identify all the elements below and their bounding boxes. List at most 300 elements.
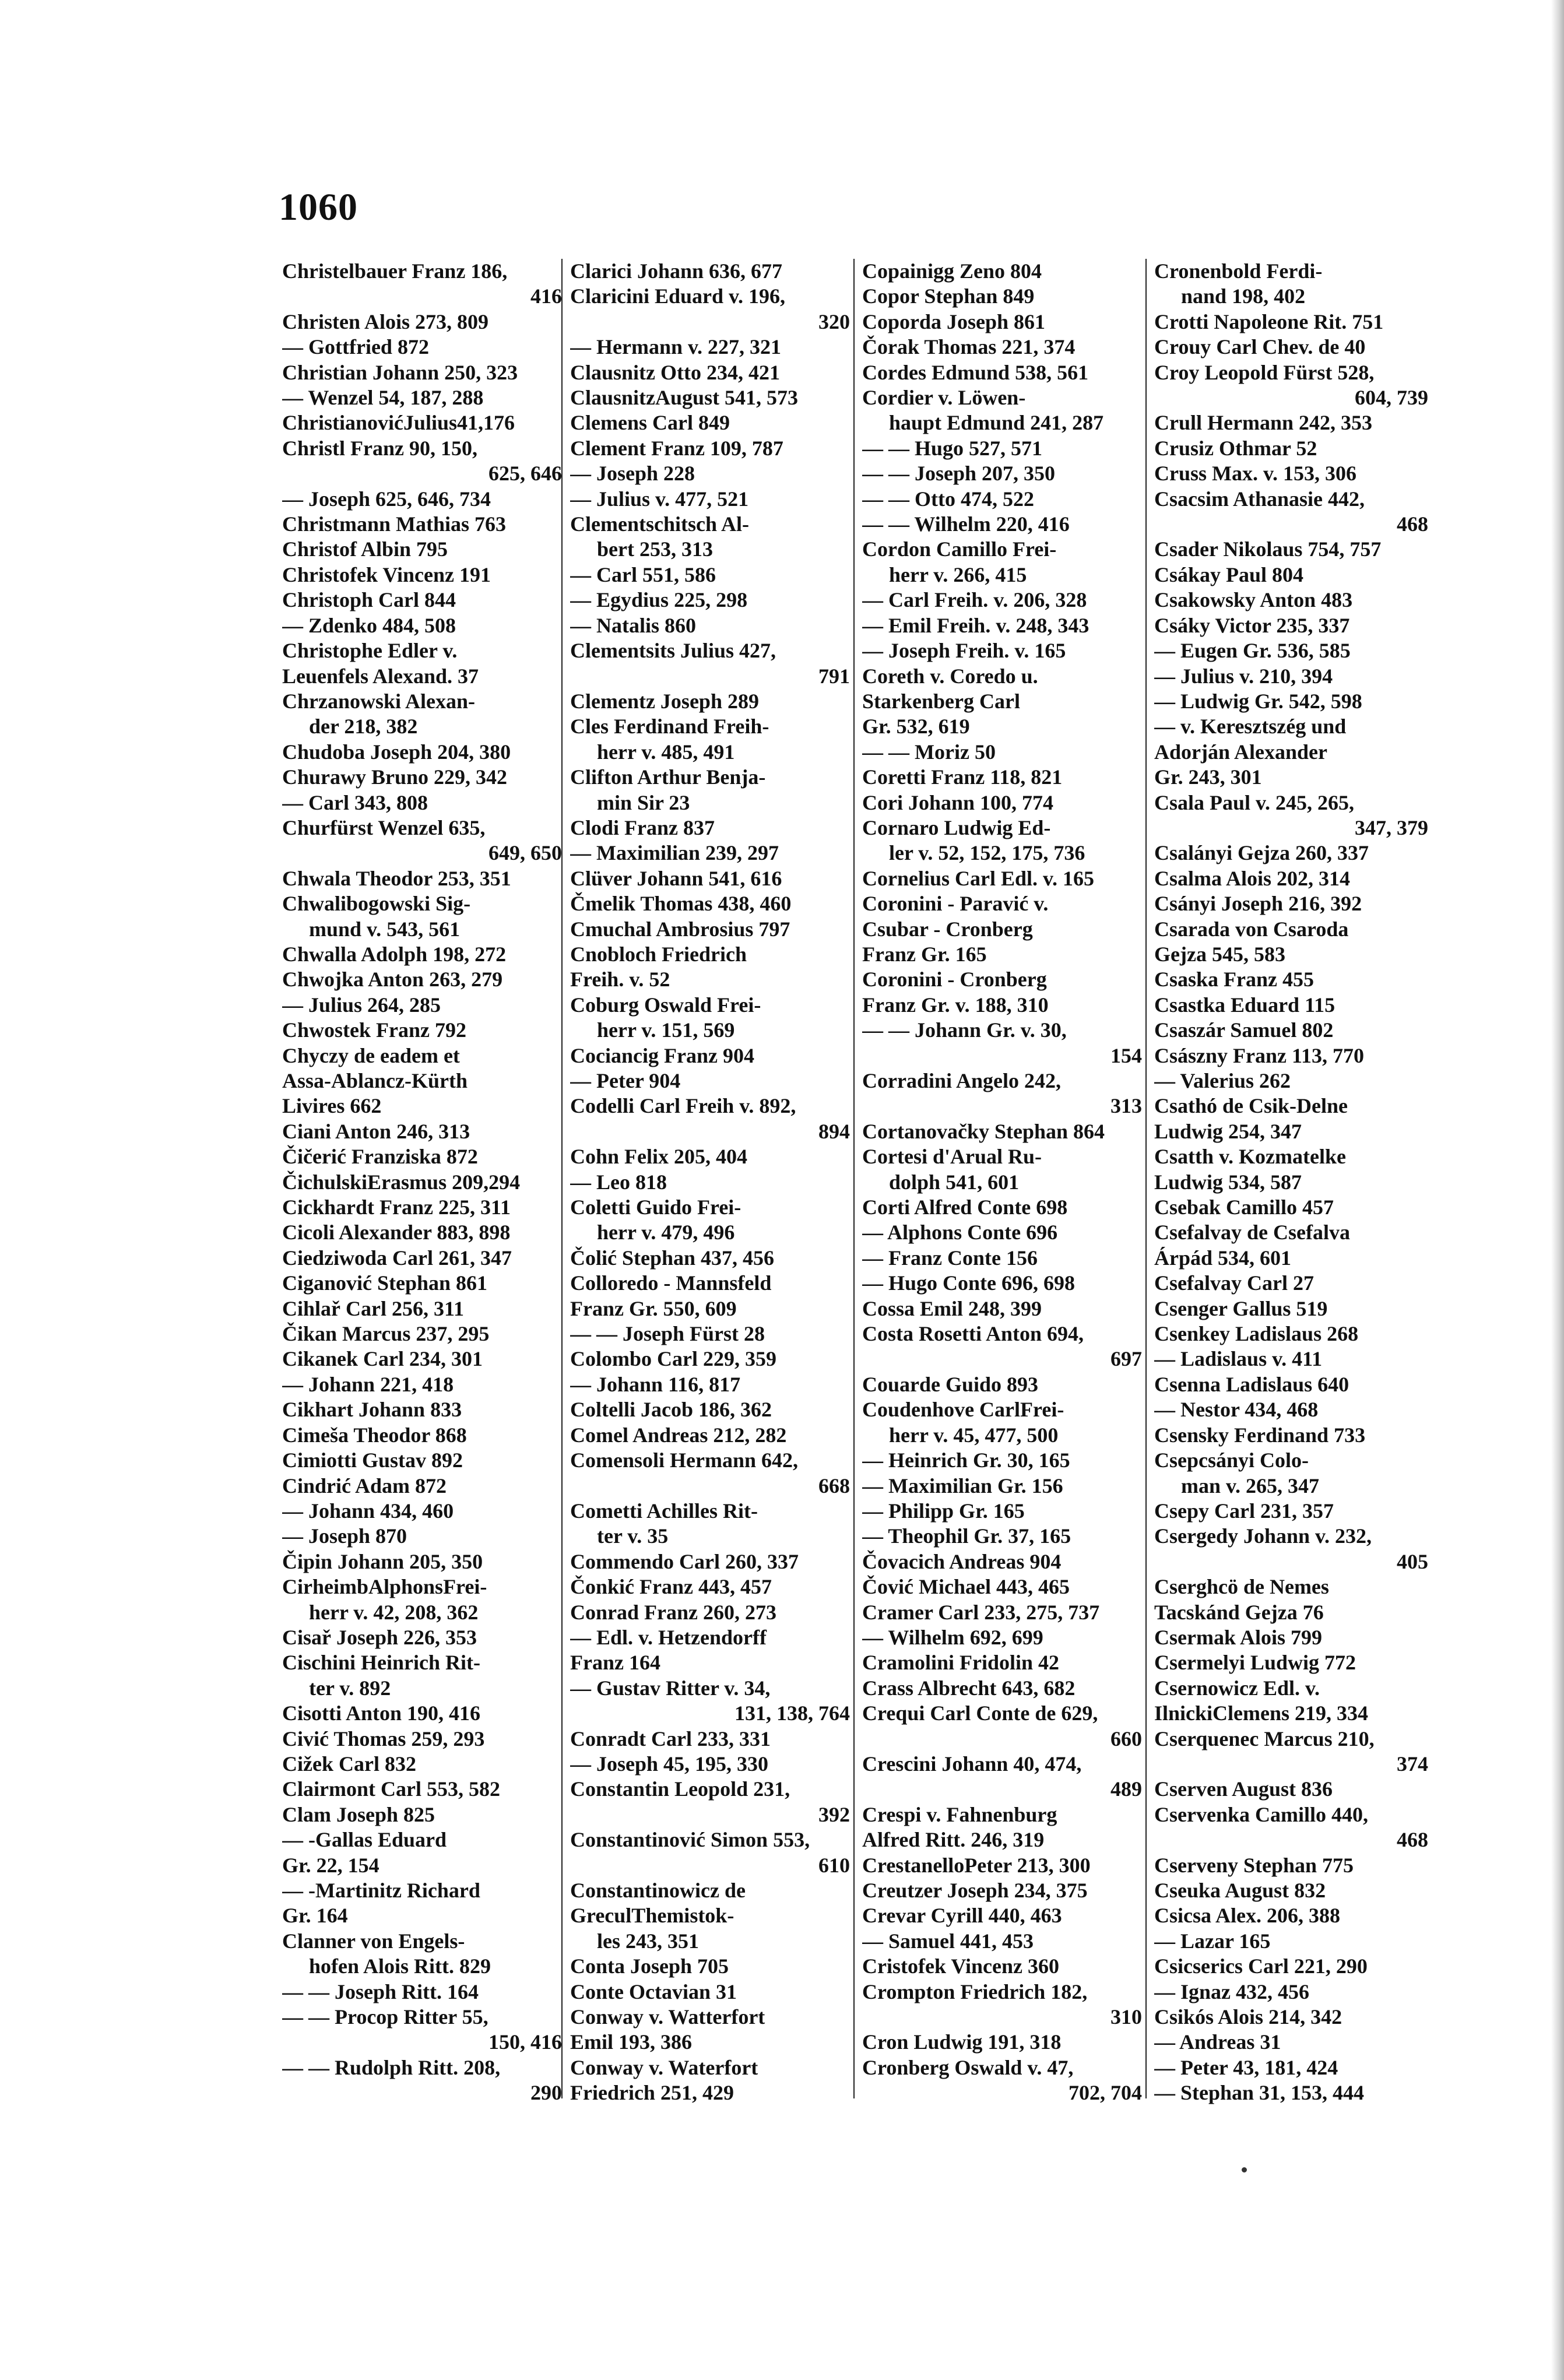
index-entry: Franz Gr. 165 [862,942,987,966]
index-entry: 392 [818,1802,850,1826]
index-entry: Cisotti Anton 190, 416 [282,1701,481,1725]
index-entry: 697 [1110,1347,1142,1371]
index-entry: Čorak Thomas 221, 374 [862,335,1076,359]
index-entry: — Nestor 434, 468 [1154,1398,1319,1422]
index-entry: Leuenfels Alexand. 37 [282,664,479,688]
index-entry: ClausnitzAugust 541, 573 [570,386,799,410]
index-entry: Csányi Joseph 216, 392 [1154,892,1362,916]
index-entry: Couarde Guido 893 [862,1372,1039,1396]
index-entry: Crevar Cyrill 440, 463 [862,1904,1062,1928]
index-entry: Conta Joseph 705 [570,1954,729,1978]
index-entry: Conrad Franz 260, 273 [570,1600,776,1624]
index-entry: Coudenhove CarlFrei- [862,1398,1064,1422]
index-entry: Crotti Napoleone Rit. 751 [1154,310,1384,333]
index-entry: Csermelyi Ludwig 772 [1154,1651,1356,1675]
index-entry: — Andreas 31 [1154,2030,1281,2054]
index-entry: Comensoli Hermann 642, [570,1449,798,1472]
index-entry: Čović Michael 443, 465 [862,1575,1070,1599]
index-entry: Christelbauer Franz 186, [282,259,508,283]
index-entry: Cossa Emil 248, 399 [862,1296,1042,1320]
index-entry: — Gustav Ritter v. 34, [570,1676,771,1700]
index-entry: Constantinowicz de [570,1879,746,1902]
index-entry: Crull Hermann 242, 353 [1154,411,1372,435]
index-entry: Ciani Anton 246, 313 [282,1119,470,1143]
index-entry: Csefalvay Carl 27 [1154,1271,1314,1295]
index-entry: — Lazar 165 [1154,1929,1271,1953]
index-entry: Chwojka Anton 263, 279 [282,968,503,992]
index-entry: Christof Albin 795 [282,537,448,561]
index-entry: Csader Nikolaus 754, 757 [1154,537,1382,561]
index-entry: Cserveny Stephan 775 [1154,1853,1354,1877]
index-entry: Adorján Alexander [1154,740,1327,764]
index-entry: Čičerić Franziska 872 [282,1145,478,1169]
index-entry: ler v. 52, 152, 175, 736 [889,841,1085,865]
index-entry: herr v. 479, 496 [597,1221,735,1245]
index-entry: Császny Franz 113, 770 [1154,1043,1364,1067]
index-entry: — Heinrich Gr. 30, 165 [862,1449,1070,1472]
index-entry: Cornaro Ludwig Ed- [862,815,1051,839]
index-entry: ter v. 35 [597,1524,669,1548]
index-entry: Cimeša Theodor 868 [282,1423,467,1447]
index-entry: — Hugo Conte 696, 698 [862,1271,1076,1295]
index-entry: Codelli Carl Freih v. 892, [570,1094,796,1118]
index-entry: 290 [530,2081,562,2105]
index-entry: Cimiotti Gustav 892 [282,1449,463,1472]
index-entry: — — Johann Gr. v. 30, [862,1018,1067,1042]
index-entry: 894 [818,1119,850,1143]
index-entry: Cramer Carl 233, 275, 737 [862,1600,1100,1624]
index-entry: Chwalla Adolph 198, 272 [282,942,507,966]
index-entry: Coporda Joseph 861 [862,310,1046,333]
index-column-2 [570,259,850,2106]
index-entry: Csebak Camillo 457 [1154,1196,1334,1219]
index-entry: Conradt Carl 233, 331 [570,1727,771,1750]
index-entry: Croy Leopold Fürst 528, [1154,360,1375,384]
index-entry: Conway v. Watterfort [570,2005,765,2029]
index-entry: — Johann 434, 460 [282,1499,454,1523]
index-entry: — Joseph 870 [282,1524,407,1548]
index-entry: Clifton Arthur Benja- [570,765,766,789]
index-entry: 604, 739 [1355,386,1428,410]
index-entry: — — Moriz 50 [862,740,996,764]
index-entry: — Joseph 45, 195, 330 [570,1752,769,1776]
index-entry: Gr. 532, 619 [862,715,970,739]
index-entry: 468 [1397,512,1428,536]
index-entry: — Gottfried 872 [282,335,429,359]
index-entry: Cserven August 836 [1154,1777,1333,1801]
index-entry: man v. 265, 347 [1181,1474,1320,1497]
index-entry: Christoph Carl 844 [282,588,456,612]
index-entry: Csacsim Athanasie 442, [1154,487,1365,511]
index-entry: Cortesi d'Arual Ru- [862,1145,1042,1169]
index-entry: Commendo Carl 260, 337 [570,1549,799,1573]
page-number: 1060 [279,186,358,228]
index-entry: Claricini Eduard v. 196, [570,284,786,308]
index-column-3 [862,259,1142,2106]
index-entry: Cornelius Carl Edl. v. 165 [862,866,1095,890]
index-entry: Coletti Guido Frei- [570,1196,741,1219]
index-entry: Cramolini Fridolin 42 [862,1651,1060,1675]
index-column-1 [282,259,562,2106]
index-entry: 154 [1110,1043,1142,1067]
index-entry: Ludwig 534, 587 [1154,1170,1302,1194]
index-entry: Comel Andreas 212, 282 [570,1423,787,1447]
index-entry: Constantinović Simon 553, [570,1828,810,1852]
index-entry: Cron Ludwig 191, 318 [862,2030,1062,2054]
index-entry: Csensky Ferdinand 733 [1154,1423,1366,1447]
index-entry: — Edl. v. Hetzendorff [570,1625,767,1649]
index-entry: Cnobloch Friedrich [570,942,747,966]
index-entry: 660 [1110,1727,1142,1750]
index-entry: Csikós Alois 214, 342 [1154,2005,1342,2029]
index-entry: Csefalvay de Csefalva [1154,1221,1350,1245]
index-entry: — -Martinitz Richard [282,1879,480,1902]
index-entry: Cronenbold Ferdi- [1154,259,1323,283]
index-entry: Cserghcö de Nemes [1154,1575,1329,1599]
index-entry: — Maximilian Gr. 156 [862,1474,1063,1497]
index-entry: — — Joseph Fürst 28 [570,1322,765,1346]
index-entry: Colloredo - Mannsfeld [570,1271,772,1295]
index-entry: Franz Gr. v. 188, 310 [862,993,1049,1017]
index-entry: 313 [1110,1094,1142,1118]
index-entry: Cordier v. Löwen- [862,386,1026,410]
index-entry: Csepy Carl 231, 357 [1154,1499,1334,1523]
index-entry: CrestanelloPeter 213, 300 [862,1853,1091,1877]
index-entry: Christophe Edler v. [282,639,458,663]
index-entry: Coretti Franz 118, 821 [862,765,1063,789]
index-entry: 791 [818,664,850,688]
index-entry: Coronini - Cronberg [862,968,1047,992]
index-entry: Clement Franz 109, 787 [570,436,783,460]
index-entry: Friedrich 251, 429 [570,2081,734,2105]
index-entry: der 218, 382 [309,715,418,739]
index-entry: 310 [1110,2005,1142,2029]
index-entry: Clairmont Carl 553, 582 [282,1777,500,1801]
index-entry: 649, 650 [488,841,562,865]
index-entry: — Theophil Gr. 37, 165 [862,1524,1071,1548]
index-entry: — Peter 43, 181, 424 [1154,2055,1338,2079]
index-entry: Cseuka August 832 [1154,1879,1326,1902]
index-entry: Cori Johann 100, 774 [862,790,1054,814]
index-entry: 320 [818,310,850,333]
index-entry: Gr. 243, 301 [1154,765,1262,789]
index-entry: les 243, 351 [597,1929,699,1953]
index-entry: Corradini Angelo 242, [862,1069,1062,1092]
index-entry: Crusiz Othmar 52 [1154,436,1317,460]
index-entry: Clodi Franz 837 [570,815,715,839]
index-entry: 150, 416 [488,2030,562,2054]
index-entry: Čmelik Thomas 438, 460 [570,892,792,916]
index-entry: Clementschitsch Al- [570,512,749,536]
index-entry: Csaska Franz 455 [1154,968,1315,992]
index-entry: — — Procop Ritter 55, [282,2005,488,2029]
index-entry: Clementsits Julius 427, [570,639,776,663]
index-entry: Chudoba Joseph 204, 380 [282,740,511,764]
index-entry: Cižek Carl 832 [282,1752,416,1776]
index-entry: — Ludwig Gr. 542, 598 [1154,689,1362,713]
index-entry: Ludwig 254, 347 [1154,1119,1302,1143]
index-entry: Csákay Paul 804 [1154,563,1304,586]
index-entry: Crespi v. Fahnenburg [862,1802,1057,1826]
index-entry: Cociancig Franz 904 [570,1043,754,1067]
index-entry: Cruss Max. v. 153, 306 [1154,462,1357,486]
index-entry: — — Joseph Ritt. 164 [282,1980,479,2003]
index-entry: 702, 704 [1069,2081,1142,2105]
index-entry: — Carl Freih. v. 206, 328 [862,588,1087,612]
index-entry: mund v. 543, 561 [309,917,461,941]
index-entry: Franz 164 [570,1651,660,1675]
index-entry: — Franz Conte 156 [862,1246,1038,1270]
index-entry: Clam Joseph 825 [282,1802,435,1826]
index-entry: Csenna Ladislaus 640 [1154,1372,1349,1396]
index-entry: Corti Alfred Conte 698 [862,1196,1068,1219]
index-entry: Árpád 534, 601 [1154,1246,1292,1270]
index-entry: — Ladislaus v. 411 [1154,1347,1323,1371]
index-entry: Cronberg Oswald v. 47, [862,2055,1074,2079]
index-entry: bert 253, 313 [597,537,713,561]
index-entry: — Emil Freih. v. 248, 343 [862,613,1089,637]
index-entry: Freih. v. 52 [570,968,670,992]
index-entry: Chrzanowski Alexan- [282,689,476,713]
index-entry: Tacskánd Gejza 76 [1154,1600,1324,1624]
index-entry: Cristofek Vincenz 360 [862,1954,1059,1978]
index-entry: — Alphons Conte 696 [862,1221,1058,1245]
index-entry: Cordon Camillo Frei- [862,537,1057,561]
index-entry: Christl Franz 90, 150, [282,436,477,460]
index-entry: Christmann Mathias 763 [282,512,507,536]
page-edge-shadow [1551,0,1564,2380]
index-entry: Csalma Alois 202, 314 [1154,866,1351,890]
index-entry: Cischini Heinrich Rit- [282,1651,480,1675]
index-entry: Cmuchal Ambrosius 797 [570,917,790,941]
index-entry: Churawy Bruno 229, 342 [282,765,508,789]
index-entry: Csakowsky Anton 483 [1154,588,1353,612]
index-entry: Franz Gr. 550, 609 [570,1296,737,1320]
index-entry: Gr. 164 [282,1904,348,1928]
index-entry: nand 198, 402 [1181,284,1306,308]
index-entry: ChristianovićJulius41,176 [282,411,515,435]
index-entry: Csenger Gallus 519 [1154,1296,1328,1320]
index-entry: Csenkey Ladislaus 268 [1154,1322,1359,1346]
index-entry: Cservenka Camillo 440, [1154,1802,1368,1826]
index-entry: Conte Octavian 31 [570,1980,737,2003]
index-entry: 610 [818,1853,850,1877]
index-entry: Csicserics Carl 221, 290 [1154,1954,1368,1978]
index-column-4 [1154,259,1428,2106]
index-entry: Csathó de Csik-Delne [1154,1094,1348,1118]
index-entry: — — Wilhelm 220, 416 [862,512,1070,536]
index-entry: — -Gallas Eduard [282,1828,447,1852]
index-entry: Constantin Leopold 231, [570,1777,790,1801]
index-entry: 489 [1110,1777,1142,1801]
index-entry: 625, 646 [488,462,562,486]
index-entry: dolph 541, 601 [889,1170,1020,1194]
index-entry: Coronini - Paravić v. [862,892,1049,916]
index-entry: herr v. 151, 569 [597,1018,735,1042]
index-entry: Cometti Achilles Rit- [570,1499,758,1523]
index-entry: Csarada von Csaroda [1154,917,1349,941]
index-entry: Copainigg Zeno 804 [862,259,1042,283]
index-entry: — Maximilian 239, 297 [570,841,779,865]
index-entry: Csicsa Alex. 206, 388 [1154,1904,1340,1928]
index-entry: Colombo Carl 229, 359 [570,1347,776,1371]
index-entry: Chyczy de eadem et [282,1043,460,1067]
index-entry: — Joseph Freih. v. 165 [862,639,1066,663]
index-entry: ter v. 892 [309,1676,391,1700]
index-entry: Csaszár Samuel 802 [1154,1018,1334,1042]
index-entry: Clausnitz Otto 234, 421 [570,360,780,384]
index-entry: Csala Paul v. 245, 265, [1154,790,1355,814]
index-entry: Chwostek Franz 792 [282,1018,466,1042]
index-entry: Clanner von Engels- [282,1929,465,1953]
index-entry: Csubar - Cronberg [862,917,1033,941]
index-entry: Creutzer Joseph 234, 375 [862,1879,1088,1902]
index-entry: Csergedy Johann v. 232, [1154,1524,1372,1548]
index-entry: Christian Johann 250, 323 [282,360,518,384]
index-entry: Costa Rosetti Anton 694, [862,1322,1084,1346]
index-entry: Csalányi Gejza 260, 337 [1154,841,1369,865]
index-entry: Cisař Joseph 226, 353 [282,1625,477,1649]
index-entry: haupt Edmund 241, 287 [889,411,1104,435]
index-entry: — Julius v. 477, 521 [570,487,749,511]
index-entry: Clementz Joseph 289 [570,689,759,713]
index-entry: 416 [530,284,562,308]
column-divider [1145,259,1147,2098]
index-entry: 668 [818,1474,850,1497]
index-entry: — — Rudolph Ritt. 208, [282,2055,501,2079]
index-entry: Cserquenec Marcus 210, [1154,1727,1375,1750]
index-entry: — Eugen Gr. 536, 585 [1154,639,1351,663]
index-entry: Cles Ferdinand Freih- [570,715,769,739]
stray-mark [1242,2167,1247,2172]
index-entry: Ciedziwoda Carl 261, 347 [282,1246,512,1270]
index-entry: 374 [1397,1752,1428,1776]
index-entry: herr v. 45, 477, 500 [889,1423,1059,1447]
index-entry: — Natalis 860 [570,613,696,637]
index-entry: — — Hugo 527, 571 [862,436,1043,460]
index-entry: Cikanek Carl 234, 301 [282,1347,483,1371]
index-entry: Csatth v. Kozmatelke [1154,1145,1346,1169]
index-entry: — Stephan 31, 153, 444 [1154,2081,1365,2105]
index-entry: Churfürst Wenzel 635, [282,815,486,839]
index-entry: Cicoli Alexander 883, 898 [282,1221,511,1245]
index-entry: Crescini Johann 40, 474, [862,1752,1082,1776]
index-entry: Ciganović Stephan 861 [282,1271,488,1295]
index-entry: Csernowicz Edl. v. [1154,1676,1320,1700]
index-entry: Csastka Eduard 115 [1154,993,1335,1017]
index-entry: Livires 662 [282,1094,382,1118]
index-entry: — Valerius 262 [1154,1069,1291,1092]
index-entry: Clüver Johann 541, 616 [570,866,782,890]
index-entry: Starkenberg Carl [862,689,1020,713]
index-entry: Civić Thomas 259, 293 [282,1727,485,1750]
index-entry: — Wenzel 54, 187, 288 [282,386,484,410]
index-entry: — Samuel 441, 453 [862,1929,1034,1953]
index-entry: ČichulskiErasmus 209,294 [282,1170,521,1194]
index-entry: — Hermann v. 227, 321 [570,335,782,359]
index-entry: Gr. 22, 154 [282,1853,379,1877]
index-entry: Coltelli Jacob 186, 362 [570,1398,772,1422]
index-entry: Csermak Alois 799 [1154,1625,1322,1649]
index-entry: herr v. 42, 208, 362 [309,1600,479,1624]
index-entry: Crass Albrecht 643, 682 [862,1676,1076,1700]
index-entry: Cortanovačky Stephan 864 [862,1119,1105,1143]
index-entry: 468 [1397,1828,1428,1852]
index-entry: Crompton Friedrich 182, [862,1980,1088,2003]
index-entry: Chwalibogowski Sig- [282,892,471,916]
index-entry: Coreth v. Coredo u. [862,664,1038,688]
index-entry: Copor Stephan 849 [862,284,1035,308]
index-entry: Chwala Theodor 253, 351 [282,866,511,890]
index-entry: 405 [1397,1549,1428,1573]
index-entry: Gejza 545, 583 [1154,942,1285,966]
index-entry: — Julius 264, 285 [282,993,441,1017]
index-entry: GreculThemistok- [570,1904,734,1928]
index-entry: Assa-Ablancz-Kürth [282,1069,468,1092]
index-entry: Alfred Ritt. 246, 319 [862,1828,1045,1852]
index-entry: Clemens Carl 849 [570,411,730,435]
index-entry: — Wilhelm 692, 699 [862,1625,1043,1649]
index-entry: — — Joseph 207, 350 [862,462,1056,486]
index-entry: Cordes Edmund 538, 561 [862,360,1089,384]
index-entry: — Joseph 228 [570,462,695,486]
index-entry: Cickhardt Franz 225, 311 [282,1196,511,1219]
index-entry: Emil 193, 386 [570,2030,693,2054]
index-entry: Crouy Carl Chev. de 40 [1154,335,1366,359]
index-entry: Christen Alois 273, 809 [282,310,489,333]
index-entry: — v. Keresztszég und [1154,715,1347,739]
index-entry: hofen Alois Ritt. 829 [309,1954,491,1978]
index-entry: Cindrić Adam 872 [282,1474,447,1497]
index-entry: Conway v. Waterfort [570,2055,758,2079]
index-entry: — Carl 551, 586 [570,563,716,586]
index-entry: — Julius v. 210, 394 [1154,664,1333,688]
index-entry: Čolić Stephan 437, 456 [570,1246,775,1270]
index-entry: herr v. 485, 491 [597,740,735,764]
index-entry: 347, 379 [1355,815,1428,839]
index-entry: Cohn Felix 205, 404 [570,1145,748,1169]
index-entry: Crequi Carl Conte de 629, [862,1701,1098,1725]
index-entry: Čovacich Andreas 904 [862,1549,1062,1573]
index-entry: Csepcsányi Colo- [1154,1449,1309,1472]
index-entry: — Johann 221, 418 [282,1372,454,1396]
index-entry: 131, 138, 764 [734,1701,850,1725]
index-entry: Cihlař Carl 256, 311 [282,1296,464,1320]
index-entry: — Leo 818 [570,1170,667,1194]
index-entry: CirheimbAlphonsFrei- [282,1575,487,1599]
index-entry: herr v. 266, 415 [889,563,1027,586]
index-entry: — Johann 116, 817 [570,1372,741,1396]
index-entry: Christofek Vincenz 191 [282,563,491,586]
index-entry: Čonkić Franz 443, 457 [570,1575,772,1599]
index-entry: — Zdenko 484, 508 [282,613,456,637]
column-divider [853,259,855,2098]
index-entry: — Egydius 225, 298 [570,588,748,612]
index-entry: Čikan Marcus 237, 295 [282,1322,490,1346]
index-entry: Coburg Oswald Frei- [570,993,761,1017]
index-entry: min Sir 23 [597,790,690,814]
index-entry: — — Otto 474, 522 [862,487,1034,511]
index-entry: — Carl 343, 808 [282,790,428,814]
index-entry: Cikhart Johann 833 [282,1398,462,1422]
index-entry: IlnickiClemens 219, 334 [1154,1701,1369,1725]
index-entry: Čipin Johann 205, 350 [282,1549,483,1573]
index-entry: — Philipp Gr. 165 [862,1499,1025,1523]
index-entry: — Peter 904 [570,1069,681,1092]
index-entry: Clarici Johann 636, 677 [570,259,783,283]
index-entry: Csáky Victor 235, 337 [1154,613,1350,637]
index-entry: — Ignaz 432, 456 [1154,1980,1310,2003]
